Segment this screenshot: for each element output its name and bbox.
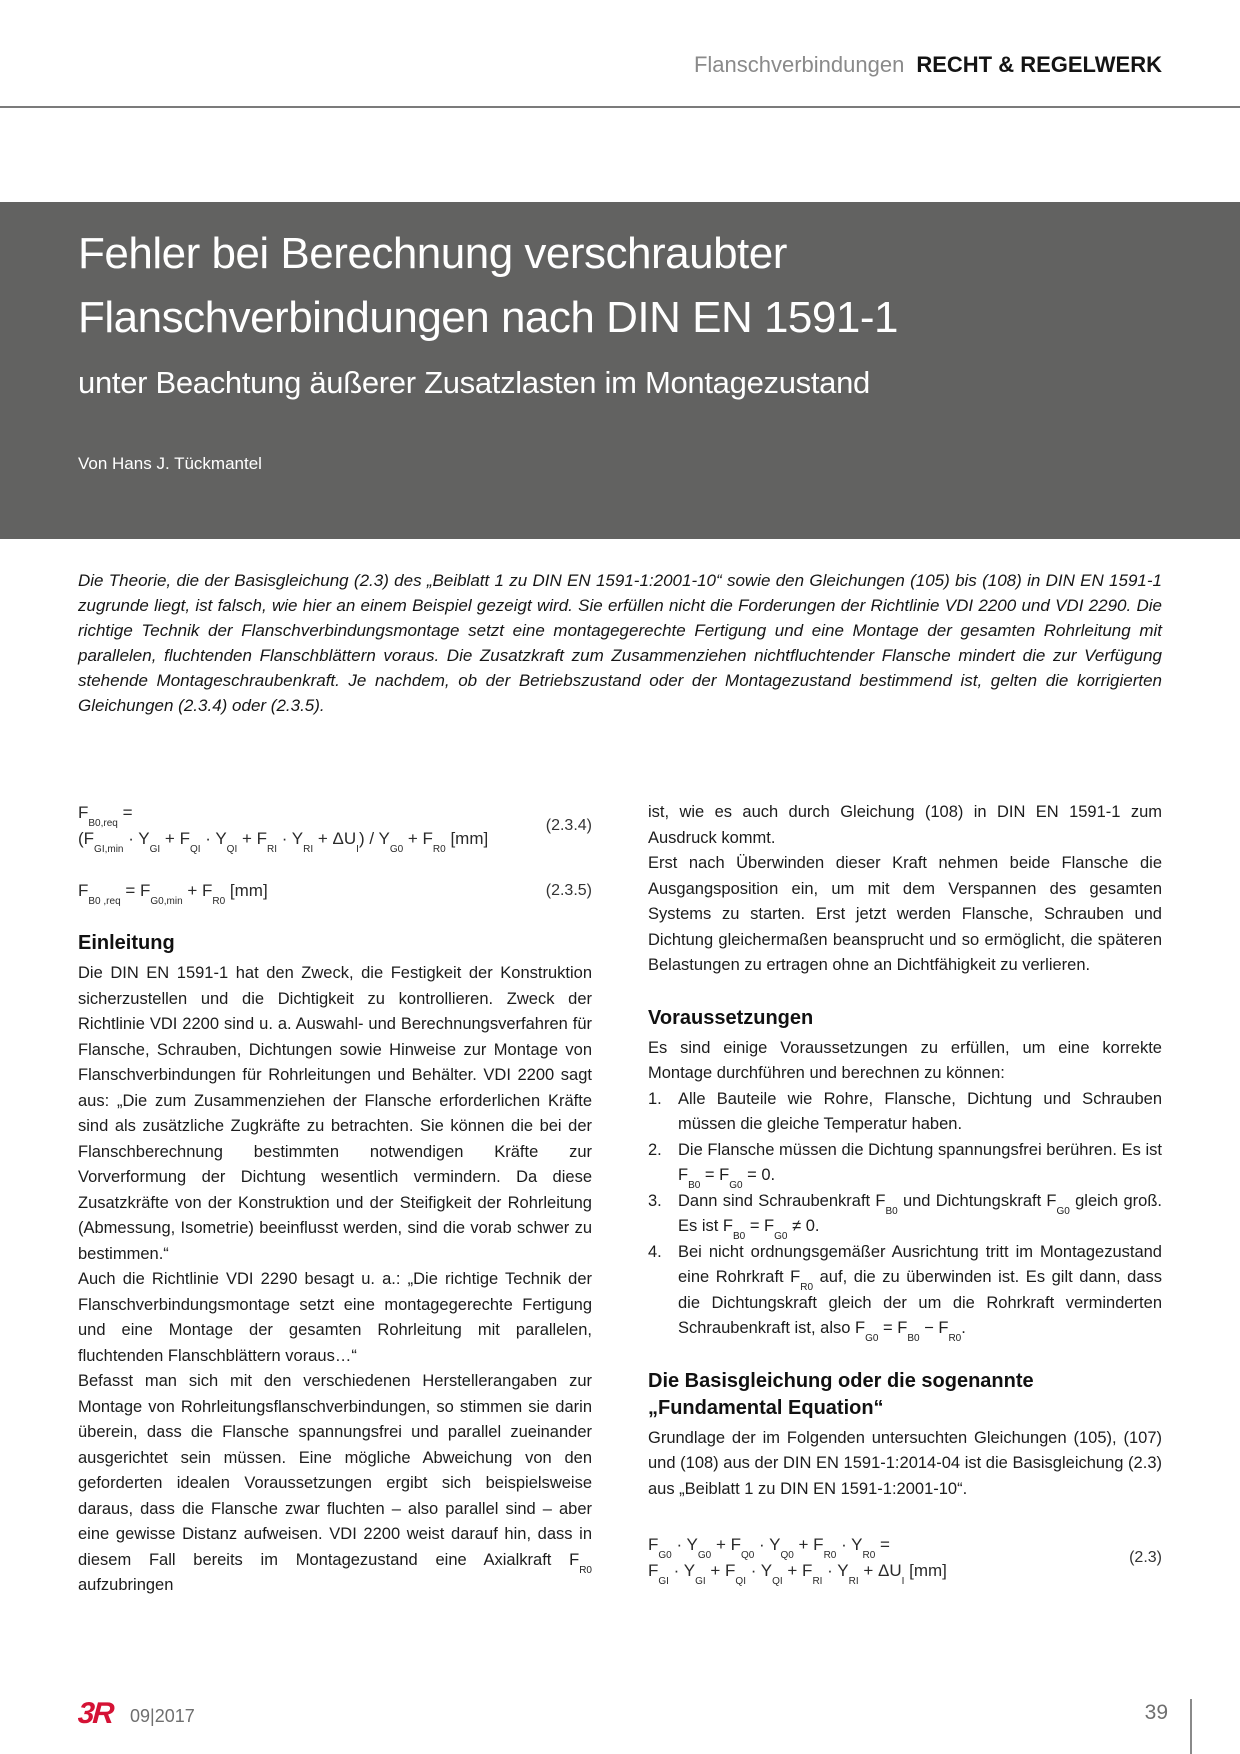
list-item <box>648 1138 1162 1192</box>
left-paragraph-2: Auch die Richtlinie VDI 2290 besagt u. a.: „Die richtige Technik der Flanschverbindungsmontage setzt eine montagegerechte Fertigung und eine Montage der gesamten Rohrleitung mit parallelen, fluchtenden Flanschblättern voraus…“ <box>78 1270 592 1365</box>
section-heading-voraussetzungen: Voraussetzungen <box>648 1006 814 1029</box>
section-heading-basisgleichung <box>648 1368 1162 1422</box>
footer-vertical-rule <box>1190 1699 1192 1754</box>
footer-page-number: 39 <box>1144 1701 1168 1724</box>
right-paragraph-4: Grundlage der im Folgenden untersuchten Gleichungen (105), (107) und (108) aus der DIN EN 1591-1:2014-04 ist die Basisgleichung (2.3) aus „Beiblatt 1 zu DIN EN 1591-1:2001-10“. <box>648 1428 1162 1498</box>
right-paragraph-3: Es sind einige Voraussetzungen zu erfüllen, um eine korrekte Montage durchführen und berechnen zu können: <box>648 1038 1162 1082</box>
list-item <box>648 1087 1162 1138</box>
article-title-line2: Flanschverbindungen nach DIN EN 1591-1 <box>78 293 898 342</box>
section-heading-basisgleichung-line1: Die Basisgleichung oder die sogenannte <box>648 1369 1034 1392</box>
list-item-number: 4. <box>648 1242 662 1261</box>
equation-2-3-4-number: (2.3.4) <box>545 817 592 834</box>
equation-2-3-5-number: (2.3.5) <box>545 882 592 899</box>
header-section-label: Flanschverbindungen <box>693 52 905 77</box>
page-header <box>694 52 1162 78</box>
journal-logo-3r: 3R <box>76 1697 114 1730</box>
right-column <box>648 800 1162 1610</box>
abstract-paragraph: Die Theorie, die der Basisgleichung (2.3) des „Beiblatt 1 zu DIN EN 1591-1:2001-10“ sowie den Gleichungen (105) bis (108) in DIN EN 1591-1 zugrunde liegt, ist falsch, wie hier an einem Beispiel gezeigt wird. Sie erfüllen nicht die Forderungen der Richtlinie VDI 2200 und VDI 2290. Die richtige Technik der Flanschverbindungsmontage setzt eine montagegerechte Fertigung und eine Montage der gesamten Rohrleitung mit parallelen, fluchtenden Flanschblättern voraus. Die Zusatzkraft zum Zusammenziehen nichtfluchtender Flansche mindert die zur Verfügung stehende Montageschraubenkraft. Je nachdem, ob der Betriebszustand oder der Montagezustand bestimmend ist, gelten die korrigierten Gleichungen (2.3.4) oder (2.3.5). <box>78 571 1162 715</box>
title-block <box>0 202 1240 539</box>
footer-issue-label: 09|2017 <box>130 1706 195 1726</box>
equation-2-3 <box>648 1532 1162 1588</box>
equation-2-3-5-formula <box>78 878 268 908</box>
list-item-number: 1. <box>648 1089 662 1108</box>
article-title-line1: Fehler bei Berechnung verschraubter <box>78 229 787 278</box>
left-paragraph-3: Befasst man sich mit den verschiedenen Herstellerangaben zur Montage von Rohrleitungsflanschverbindungen, so stimmen sie darin überein, dass die Flansche spannungsfrei und parallel zueinander ausgerichtet sein müssen. Eine mögliche Abweichung von den geforderten idealen Voraussetzungen ergibt sich beispielsweise daraus, dass die Flansche zwar fluchten – also parallel sind – aber eine gewisse Distanz aufweisen. VDI 2200 weist darauf hin, dass in diesem Fall bereits im Montagezustand eine Axialkraft $F_{R0}$ aufzubringen <box>78 1372 592 1594</box>
equation-2-3-5 <box>78 878 592 908</box>
equation-2-3-number: (2.3) <box>1129 1549 1162 1566</box>
list-item-text: Alle Bauteile wie Rohre, Flansche, Dichtung und Schrauben müssen die gleiche Temperatur haben. <box>678 1089 1162 1133</box>
equation-2-3-line1: $F_{G0} \cdot Y_{G0} + F_{Q0} \cdot Y_{Q0} + F_{R0} \cdot Y_{R0}$ = <box>648 1535 890 1562</box>
equation-2-3-formula <box>648 1532 947 1588</box>
right-paragraph-2: Erst nach Überwinden dieser Kraft nehmen beide Flansche die Ausgangsposition ein, um mit dem Verspannen des gesamten Systems zu starten. Erst jetzt werden Flansche, Schrauben und Dichtung gleichermaßen beansprucht und so ermöglicht, die späteren Belastungen zu ertragen ohne an Dichtfähigkeit zu verlieren. <box>648 854 1162 974</box>
list-item-text: Bei nicht ordnungsgemäßer Ausrichtung tritt im Montagezustand eine Rohrkraft $F_{R0}$ auf, die zu überwinden ist. Es gilt dann, dass die Dichtungskraft gleich der um die Rohrkraft verminderten Schraubenkraft ist, also $F_{G0} = F_{B0} - F_{R0}$. <box>678 1242 1162 1345</box>
equation-2-3-4-line2: $(F_{GI,min} \cdot Y_{GI} + F_{QI} \cdot Y_{QI} + F_{RI} \cdot Y_{RI} + \Delta U_I) / Y_{G0} + F_{R0}$ [mm] <box>78 829 489 856</box>
equation-2-3-4 <box>78 800 592 856</box>
section-heading-basisgleichung-line2: „Fundamental Equation“ <box>648 1396 884 1419</box>
header-divider <box>0 106 1240 108</box>
list-item-number: 2. <box>648 1140 662 1159</box>
list-item <box>648 1240 1162 1345</box>
equation-2-3-4-line1: $F_{B0,req}$ = <box>78 803 133 830</box>
requirements-list <box>648 1087 1162 1345</box>
section-heading-einleitung: Einleitung <box>78 932 175 954</box>
right-paragraph-1: ist, wie es auch durch Gleichung (108) in DIN EN 1591-1 zum Ausdruck kommt. <box>648 803 1162 847</box>
left-paragraph-1: Die DIN EN 1591-1 hat den Zweck, die Festigkeit der Konstruktion sicherzustellen und die Dichtigkeit zu kontrollieren. Zweck der Richtlinie VDI 2200 sind u. a. Auswahl- und Berechnungsverfahren für Flansche, Schrauben, Dichtungen sowie Hinweise zur Montage von Flanschverbindungen für Rohrleitungen und Behälter. VDI 2200 sagt aus: „Die zum Zusammenziehen der Flansche erforderlichen Kräfte sind als zusätzliche Zugkräfte zu betrachten. Sie können die bei der Flanschberechnung bestimmten notwendigen Kräfte zur Vorverformung der Dichtung wesentlich vermindern. Da diese Zusatzkräfte von der Konstruktion und der Steifigkeit der Rohrleitung (Abmessung, Isometrie) beeinflusst werden, sind die vorab schwer zu bestimmen.“ <box>78 964 592 1263</box>
article-author: Von Hans J. Tückmantel <box>78 454 262 473</box>
equation-block-top <box>78 800 592 908</box>
left-column <box>78 800 592 1599</box>
list-item-number: 3. <box>648 1191 662 1210</box>
list-item-text: Die Flansche müssen die Dichtung spannungsfrei berühren. Es ist $F_{B0} = F_{G0} = 0$. <box>678 1140 1162 1192</box>
list-item-text: Dann sind Schraubenkraft $F_{B0}$ und Dichtungskraft $F_{G0}$ gleich groß. Es ist $F_{B0} = F_{G0} \ne 0$. <box>678 1191 1162 1243</box>
header-category-label: RECHT & REGELWERK <box>916 52 1162 77</box>
equation-2-3-line2: $F_{GI} \cdot Y_{GI} + F_{QI} \cdot Y_{QI} + F_{RI} \cdot Y_{RI} + \Delta U_I$ [mm] <box>648 1561 947 1588</box>
list-item <box>648 1189 1162 1243</box>
equation-2-3-4-formula <box>78 800 489 856</box>
article-subtitle: unter Beachtung äußerer Zusatzlasten im Montagezustand <box>78 365 870 400</box>
equation-2-3-5-line1: $F_{B0 ,req} = F_{G0,min} + F_{R0}$ [mm] <box>78 881 268 908</box>
